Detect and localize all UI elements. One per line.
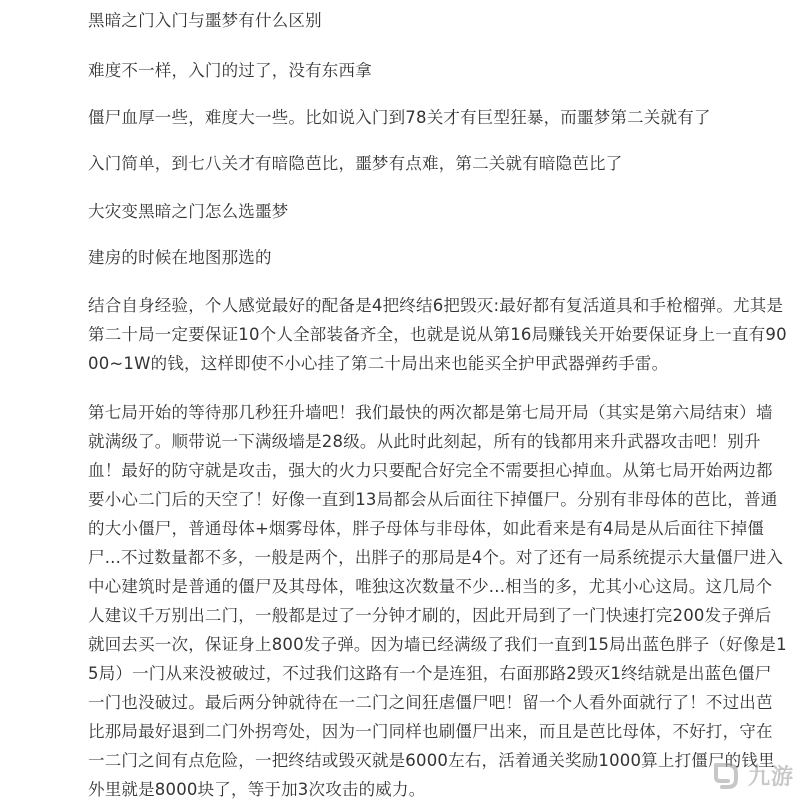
answer-choose-on-map: 建房的时候在地图那选的 [88,248,272,267]
answer-difficulty: 难度不一样，入门的过了，没有东西拿 [88,61,372,80]
heading-difference-question: 黑暗之门入门与噩梦有什么区别 [88,11,322,30]
watermark-text: 九游 [747,764,794,790]
jiuyou-logo-icon [708,757,744,793]
paragraph-equipment-advice: 结合自身经验，个人感觉最好的配备是4把终结6把毁灭:最好都有复活道具和手枪榴弹。尤其是第二十局一定要保证10个人全部装备齐全，也就是说从第16局赚钱关开始要保证身上一直有9000~1W的钱，这样即使不小心挂了第二十局出来也能买全护甲武器弹药手雷。 [88,296,787,373]
watermark [708,757,794,793]
heading-how-to-choose-nightmare: 大灾变黑暗之门怎么选噩梦 [88,202,289,221]
answer-zombie-health: 僵尸血厚一些，难度大一些。比如说入门到78关才有巨型狂暴，而噩梦第二关就有了 [88,108,711,127]
answer-hidden-barbie: 入门简单，到七八关才有暗隐芭比，噩梦有点难，第二关就有暗隐芭比了 [88,154,623,173]
paragraph-round-strategy: 第七局开始的等待那几秒狂升墙吧！我们最快的两次都是第七局开局（其实是第六局结束）墙就满级了。顺带说一下满级墙是28级。从此时此刻起，所有的钱都用来升武器攻击吧！别升血！最好的防守就是攻击，强大的火力只要配合好完全不需要担心掉血。从第七局开始两边都要小心二门后的天空了！好像一直到13局都会从后面往下掉僵尸。分别有非母体的芭比，普通的大小僵尸，普通母体+烟雾母体，胖子母体与非母体，如此看来是有4局是从后面往下掉僵尸...不过数量都不多，一般是两个，出胖子的那局是4个。对了还有一局系统提示大量僵尸进入中心建筑时是普通的僵尸及其母体，唯独这次数量不少...相当的多，尤其小心这局。这几局个人建议千万别出二门，一般都是过了一分钟才刷的，因此开局到了一门快速打完200发子弹后就回去买一次，保证身上800发子弹。因为墙已经满级了我们一直到15局出蓝色胖子（好像是15局）一门从来没被破过，不过我们这路有一个是连狙，右面那路2毁灭1终结就是出蓝色僵尸一门也没破过。最后两分钟就待在一二门之间狂虐僵尸吧！留一个人看外面就行了！不过出芭比那局最好退到二门外拐弯处，因为一门同样也刷僵尸出来，而且是芭比母体，不好打，守在一二门之间有点危险，一把终结或毁灭就是6000左右，活着通关奖励1000算上打僵尸的钱里外里就是8000块了，等于加3次攻击的威力。 [88,403,787,799]
